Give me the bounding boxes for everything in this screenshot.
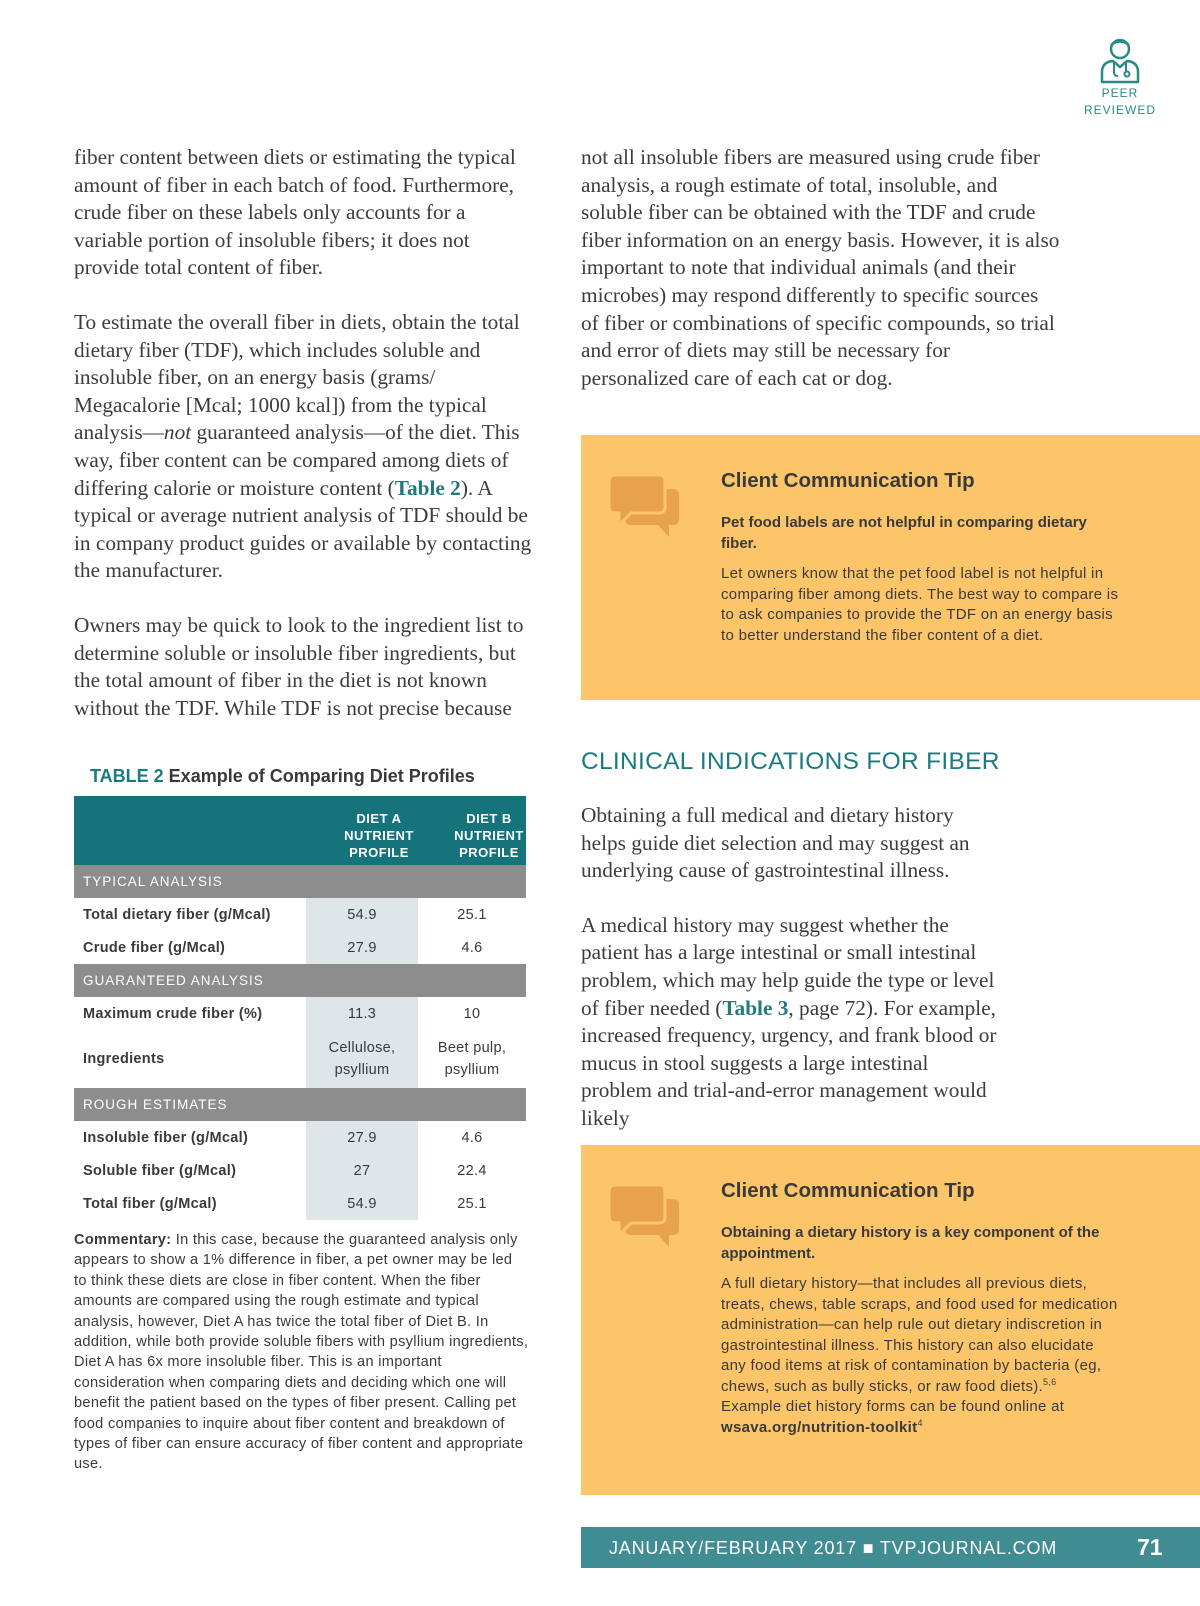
wsava-toolkit-link[interactable]: wsava.org/nutrition-toolkit bbox=[721, 1418, 918, 1436]
diet-a-value: 54.9 bbox=[306, 1187, 418, 1220]
diet-a-value: Cellulose, psyllium bbox=[306, 1030, 418, 1088]
right-column-bottom bbox=[581, 802, 1001, 1160]
diet-b-value: 22.4 bbox=[457, 1162, 487, 1179]
tip-2-title: Client Communication Tip bbox=[721, 1179, 975, 1202]
client-tip-1 bbox=[581, 435, 1200, 700]
left-p2-text-b: guaranteed analysis—of the diet. This way, fiber content can be compared among diets of differing calorie or moisture content ( bbox=[74, 420, 520, 500]
doctor-icon bbox=[1099, 36, 1141, 84]
row-label: Insoluble fiber (g/Mcal) bbox=[83, 1129, 249, 1146]
tip-2-body-a: A full dietary history—that includes all previous diets, treats, chews, table scraps, and food used for medication administration—can help rule out dietary indiscretion in gastrointestinal illness. This history can also elucidate any food items at risk of contamination by bacteria (eg, chews, such as bully sticks, or raw food diets). bbox=[721, 1275, 1118, 1395]
tip-2-content bbox=[721, 1179, 1121, 1438]
commentary-text: In this case, because the guaranteed analysis only appears to show a 1% difference in fiber, a pet owner may be led to think these diets are close in fiber content. When the fiber amounts are compared using the rough estimate and typical analysis, however, Diet A has twice the total fiber of Diet B. In addition, while both provide soluble fibers with psyllium ingredients, Diet A has 6x more insoluble fiber. This is an important consideration when comparing diets and deciding which one will benefit the patient based on the types of fiber present. Calling pet food companies to inquire about fiber content and breakdown of types of fiber can ensure accuracy of fiber content and appropriate use. bbox=[74, 1232, 529, 1473]
tip-1-content bbox=[721, 469, 1121, 646]
left-p2-text-a: To estimate the overall fiber in diets, obtain the total dietary fiber (TDF), which includes soluble and insoluble fiber, on an energy basis (grams/ Megacalorie [Mcal; 1000 kcal]) from the typical analysis— bbox=[74, 309, 520, 445]
left-column bbox=[74, 144, 534, 749]
table-row bbox=[74, 1030, 526, 1088]
diet-b-value: 25.1 bbox=[457, 906, 487, 923]
diet-profile-table bbox=[74, 796, 526, 1220]
row-label: Total dietary fiber (g/Mcal) bbox=[83, 906, 271, 923]
table-2-link[interactable]: Table 2 bbox=[394, 475, 461, 500]
page-footer bbox=[581, 1527, 1200, 1568]
diet-b-value: Beet pulp, psyllium bbox=[437, 1040, 507, 1078]
badge-line2: REVIEWED bbox=[1083, 103, 1156, 117]
row-label: Ingredients bbox=[83, 1051, 165, 1067]
table-commentary bbox=[74, 1230, 529, 1475]
diet-a-value: 27.9 bbox=[306, 1121, 418, 1154]
section-heading: CLINICAL INDICATIONS FOR FIBER bbox=[581, 748, 1000, 775]
peer-reviewed-badge bbox=[1072, 36, 1168, 118]
section-guaranteed-analysis: GUARANTEED ANALYSIS bbox=[74, 964, 526, 997]
table-row bbox=[74, 1154, 526, 1187]
table-caption: Example of Comparing Diet Profiles bbox=[163, 766, 475, 786]
table-row bbox=[74, 997, 526, 1030]
tip-1-lead: Pet food labels are not helpful in comparing dietary fiber. bbox=[721, 514, 1087, 552]
diet-a-value: 27 bbox=[306, 1154, 418, 1187]
speech-bubbles-icon bbox=[609, 1183, 681, 1249]
table-row bbox=[74, 1187, 526, 1220]
header-diet-a: DIET A NUTRIENT PROFILE bbox=[344, 811, 414, 860]
page-number: 71 bbox=[1137, 1534, 1163, 1560]
tip-2-ref-1: 5,6 bbox=[1043, 1376, 1057, 1387]
commentary-label: Commentary: bbox=[74, 1232, 172, 1248]
tip-1-body: Let owners know that the pet food label is not helpful in comparing fiber among diets. The best way to compare is to ask companies to provide the TDF on an energy basis to better understand the fiber content of a diet. bbox=[721, 565, 1119, 644]
diet-b-value: 25.1 bbox=[457, 1195, 487, 1212]
table-row bbox=[74, 898, 526, 931]
table-header bbox=[74, 796, 526, 865]
left-p2-emphasis: not bbox=[163, 420, 192, 445]
tip-2-body-b: Example diet history forms can be found online at bbox=[721, 1398, 1065, 1415]
table-number: TABLE 2 bbox=[90, 766, 164, 786]
client-tip-2 bbox=[581, 1145, 1200, 1495]
diet-a-value: 27.9 bbox=[306, 931, 418, 964]
right-p3-text-b: , page 72). For example, increased frequency, urgency, and frank blood or mucus in stool suggests a large intestinal problem and trial-and-error management would likely bbox=[581, 995, 997, 1130]
tip-2-body bbox=[721, 1274, 1121, 1438]
badge-line1: PEER bbox=[1101, 86, 1139, 100]
table-title bbox=[90, 766, 475, 787]
row-label: Maximum crude fiber (%) bbox=[83, 1005, 263, 1022]
row-label: Crude fiber (g/Mcal) bbox=[83, 939, 226, 956]
left-paragraph-1: fiber content between diets or estimating the typical amount of fiber in each batch of food. Furthermore, crude fiber on these labels only accounts for a variable portion of insoluble fibers; it does not provide total content of fiber. bbox=[74, 145, 516, 280]
left-paragraph-3: Owners may be quick to look to the ingredient list to determine soluble or insoluble fiber ingredients, but the total amount of fiber in the diet is not known without the TDF. While TDF is not precise because bbox=[74, 612, 524, 720]
section-typical-analysis: TYPICAL ANALYSIS bbox=[74, 865, 526, 898]
right-column-top bbox=[581, 144, 1061, 419]
row-label: Total fiber (g/Mcal) bbox=[83, 1195, 217, 1212]
tip-2-ref-2: 4 bbox=[917, 1417, 923, 1428]
tip-2-lead: Obtaining a dietary history is a key component of the appointment. bbox=[721, 1224, 1100, 1262]
table-row bbox=[74, 1121, 526, 1154]
diet-b-value: 4.6 bbox=[461, 939, 483, 956]
left-p2-text-c: ). A typical or average nutrient analysis of TDF should be in company product guides or available by contacting the manufacturer. bbox=[74, 475, 532, 583]
row-label: Soluble fiber (g/Mcal) bbox=[83, 1162, 237, 1179]
diet-b-value: 4.6 bbox=[461, 1129, 483, 1146]
footer-issue: JANUARY/FEBRUARY 2017 ■ TVPJOURNAL.COM bbox=[609, 1538, 1058, 1558]
diet-a-value: 54.9 bbox=[306, 898, 418, 931]
diet-a-value: 11.3 bbox=[306, 997, 418, 1030]
header-diet-b: DIET B NUTRIENT PROFILE bbox=[454, 811, 524, 860]
speech-bubbles-icon bbox=[609, 473, 681, 539]
section-rough-estimates: ROUGH ESTIMATES bbox=[74, 1088, 526, 1121]
tip-1-title: Client Communication Tip bbox=[721, 469, 975, 492]
table-row bbox=[74, 931, 526, 964]
right-paragraph-3 bbox=[581, 912, 1001, 1133]
right-paragraph-1: not all insoluble fibers are measured using crude fiber analysis, a rough estimate of total, insoluble, and soluble fiber can be obtained with the TDF and crude fiber information on an energy basis. However, it is also important to note that individual animals (and their microbes) may respond differently to specific sources of fiber or combinations of specific compounds, so trial and error of diets may still be necessary for personalized care of each cat or dog. bbox=[581, 145, 1060, 390]
diet-b-value: 10 bbox=[463, 1005, 481, 1022]
right-p3-text-a: A medical history may suggest whether the patient has a large intestinal or small intestinal problem, which may help guide the type or level of fiber needed ( bbox=[581, 912, 995, 1020]
left-paragraph-2 bbox=[74, 309, 534, 585]
table-3-link[interactable]: Table 3 bbox=[722, 995, 789, 1020]
right-paragraph-2: Obtaining a full medical and dietary history helps guide diet selection and may suggest an underlying cause of gastrointestinal illness. bbox=[581, 803, 970, 883]
